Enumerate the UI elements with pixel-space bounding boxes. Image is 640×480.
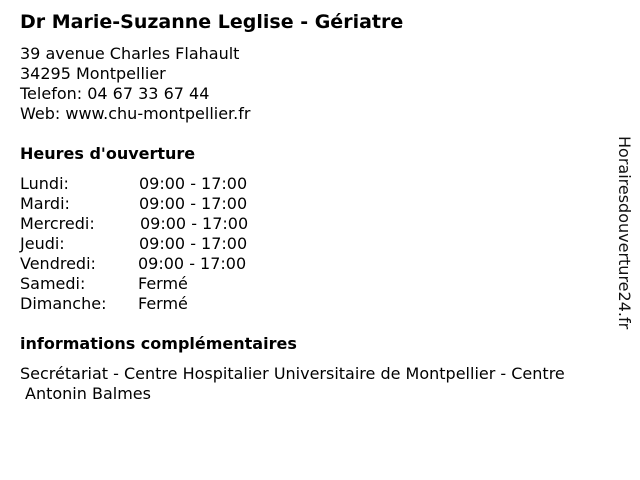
hours-row-friday xyxy=(20,254,320,274)
additional-info-heading: informations complémentaires xyxy=(20,334,297,353)
hours-value: 09:00 - 17:00 xyxy=(140,214,249,233)
hours-value: 09:00 - 17:00 xyxy=(139,174,248,193)
city: 34295 Montpellier xyxy=(20,64,166,83)
hours-row-monday xyxy=(20,174,320,194)
hours-row-thursday xyxy=(20,234,320,254)
day-label: Mercredi: xyxy=(20,214,95,233)
website: Web: www.chu-montpellier.fr xyxy=(20,104,251,123)
street-address: 39 avenue Charles Flahault xyxy=(20,44,240,63)
info-line: Secrétariat - Centre Hospitalier Universitaire de Montpellier - Centre xyxy=(20,364,565,383)
hours-row-saturday xyxy=(20,274,320,294)
day-label: Samedi: xyxy=(20,274,86,293)
site-watermark xyxy=(612,136,634,344)
phone-number: Telefon: 04 67 33 67 44 xyxy=(20,84,210,103)
additional-info-text xyxy=(20,364,620,404)
hours-value: Fermé xyxy=(138,294,188,313)
opening-hours-heading: Heures d'ouverture xyxy=(20,144,196,163)
hours-row-sunday xyxy=(20,294,320,314)
hours-value: 09:00 - 17:00 xyxy=(138,254,247,273)
address-block xyxy=(20,44,250,124)
day-label: Vendredi: xyxy=(20,254,96,273)
hours-row-wednesday xyxy=(20,214,320,234)
page-title: Dr Marie-Suzanne Leglise - Gériatre xyxy=(20,11,404,33)
info-line: Antonin Balmes xyxy=(25,384,151,403)
day-label: Lundi: xyxy=(20,174,69,193)
business-card xyxy=(20,0,620,480)
hours-value: Fermé xyxy=(138,274,188,293)
hours-value: 09:00 - 17:00 xyxy=(139,194,248,213)
opening-hours-table xyxy=(20,174,320,314)
day-label: Dimanche: xyxy=(20,294,107,313)
hours-row-tuesday xyxy=(20,194,320,214)
day-label: Jeudi: xyxy=(20,234,65,253)
hours-value: 09:00 - 17:00 xyxy=(139,234,248,253)
day-label: Mardi: xyxy=(20,194,70,213)
watermark-text: Horairesdouverture24.fr xyxy=(615,136,634,330)
